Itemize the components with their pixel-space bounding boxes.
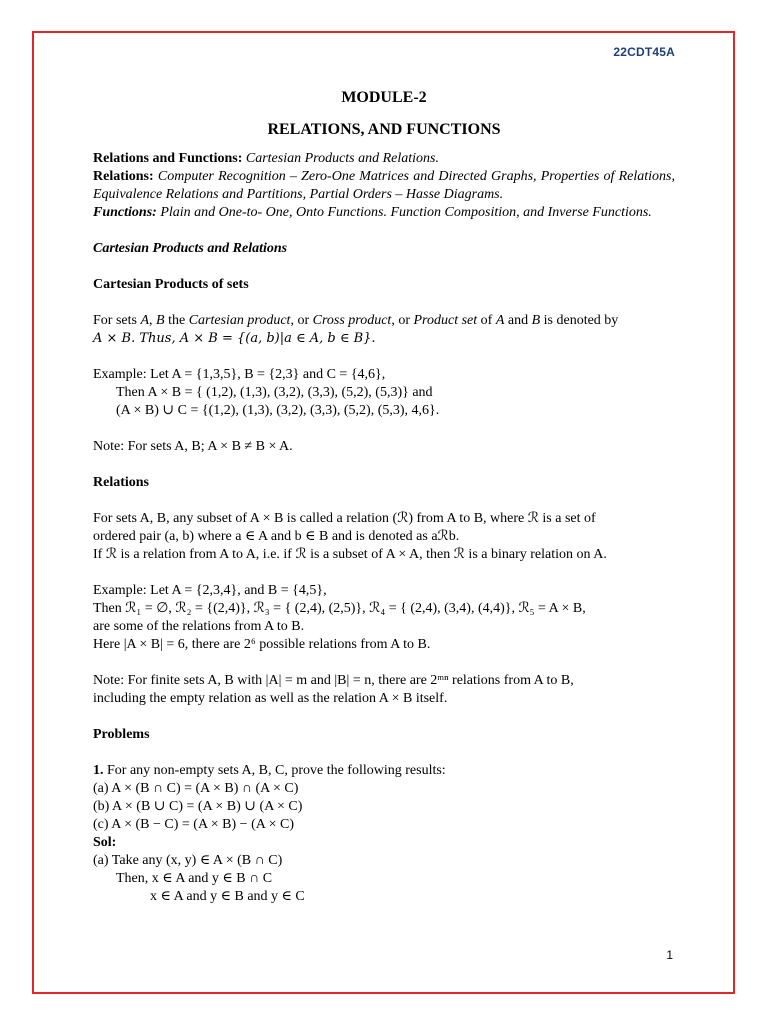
syllabus-relations-functions	[93, 150, 675, 168]
main-title: RELATIONS, AND FUNCTIONS	[267, 121, 501, 138]
label: Functions:	[93, 205, 157, 220]
problem-part: (b) A × (B ∪ C) = (A × B) ∪ (A × C)	[93, 799, 303, 814]
text: Computer Recognition – Zero-One Matrices and Directed Graphs, Properties of Relations, Equivalence Relations and Partitions, Partial Orders – Hasse Diagrams.	[93, 169, 676, 202]
relation-definition: If ℛ is a relation from A to A, i.e. if ℛ is a subset of A × A, then ℛ is a binary relation on A.	[93, 547, 607, 562]
text: Plain and One-to- One, Onto Functions. Function Composition, and Inverse Functions.	[160, 205, 652, 220]
example-line: Example: Let A = {1,3,5}, B = {2,3} and C = {4,6},	[93, 367, 386, 382]
solution-line: x ∈ A and y ∈ B and y ∈ C	[150, 889, 305, 904]
syllabus-functions	[93, 204, 675, 222]
note: Note: For finite sets A, B with |A| = m and |B| = n, there are 2ᵐⁿ relations from A to B,	[93, 673, 574, 688]
example-line: Then A × B = { (1,2), (1,3), (3,2), (3,3), (5,2), (5,3)} and	[116, 385, 433, 400]
solution-line: Then, x ∈ A and y ∈ B ∩ C	[116, 871, 273, 886]
label: Relations:	[93, 169, 154, 184]
solution-label: Sol:	[93, 835, 117, 850]
cartesian-formula: A × B. Thus, A × B = {(a, b)|a ∈ A, b ∈ B}.	[93, 331, 376, 346]
document-body	[93, 150, 675, 906]
problem-part: (a) A × (B ∩ C) = (A × B) ∩ (A × C)	[93, 781, 299, 796]
label: Relations and Functions:	[93, 151, 243, 166]
note: including the empty relation as well as the relation A × B itself.	[93, 691, 448, 706]
solution-line: (a) Take any (x, y) ∈ A × (B ∩ C)	[93, 853, 283, 868]
relation-definition: For sets A, B, any subset of A × B is called a relation (ℛ) from A to B, where ℛ is a set of	[93, 511, 596, 526]
example-line: Here |A × B| = 6, there are 2⁶ possible relations from A to B.	[93, 637, 431, 652]
section-heading: Relations	[93, 475, 149, 490]
cartesian-definition: For sets A, B the Cartesian product, or Cross product, or Product set of A and B is denoted by	[93, 313, 619, 328]
text: Cartesian Products and Relations.	[245, 151, 440, 166]
module-title: MODULE-2	[341, 89, 427, 106]
section-heading: Cartesian Products and Relations	[93, 241, 288, 256]
problem-part: (c) A × (B − C) = (A × B) − (A × C)	[93, 817, 294, 832]
course-code: 22CDT45A	[613, 45, 675, 59]
example-line: Then ℛ₁ = ∅, ℛ₂ = {(2,4)}, ℛ₃ = { (2,4), (2,5)}, ℛ₄ = { (2,4), (3,4), (4,4)}, ℛ₅ = A × B,	[93, 601, 586, 616]
relation-definition: ordered pair (a, b) where a ∈ A and b ∈ B and is denoted as aℛb.	[93, 529, 460, 544]
problem-statement: 1. For any non-empty sets A, B, C, prove the following results:	[93, 763, 446, 778]
note: Note: For sets A, B; A × B ≠ B × A.	[93, 439, 293, 454]
syllabus-relations	[93, 168, 675, 204]
page-number: 1	[666, 948, 673, 962]
section-heading: Cartesian Products of sets	[93, 277, 249, 292]
example-line: (A × B) ∪ C = {(1,2), (1,3), (3,2), (3,3), (5,2), (5,3), 4,6}.	[116, 403, 440, 418]
example-line: Example: Let A = {2,3,4}, and B = {4,5},	[93, 583, 327, 598]
section-heading: Problems	[93, 727, 150, 742]
example-line: are some of the relations from A to B.	[93, 619, 305, 634]
